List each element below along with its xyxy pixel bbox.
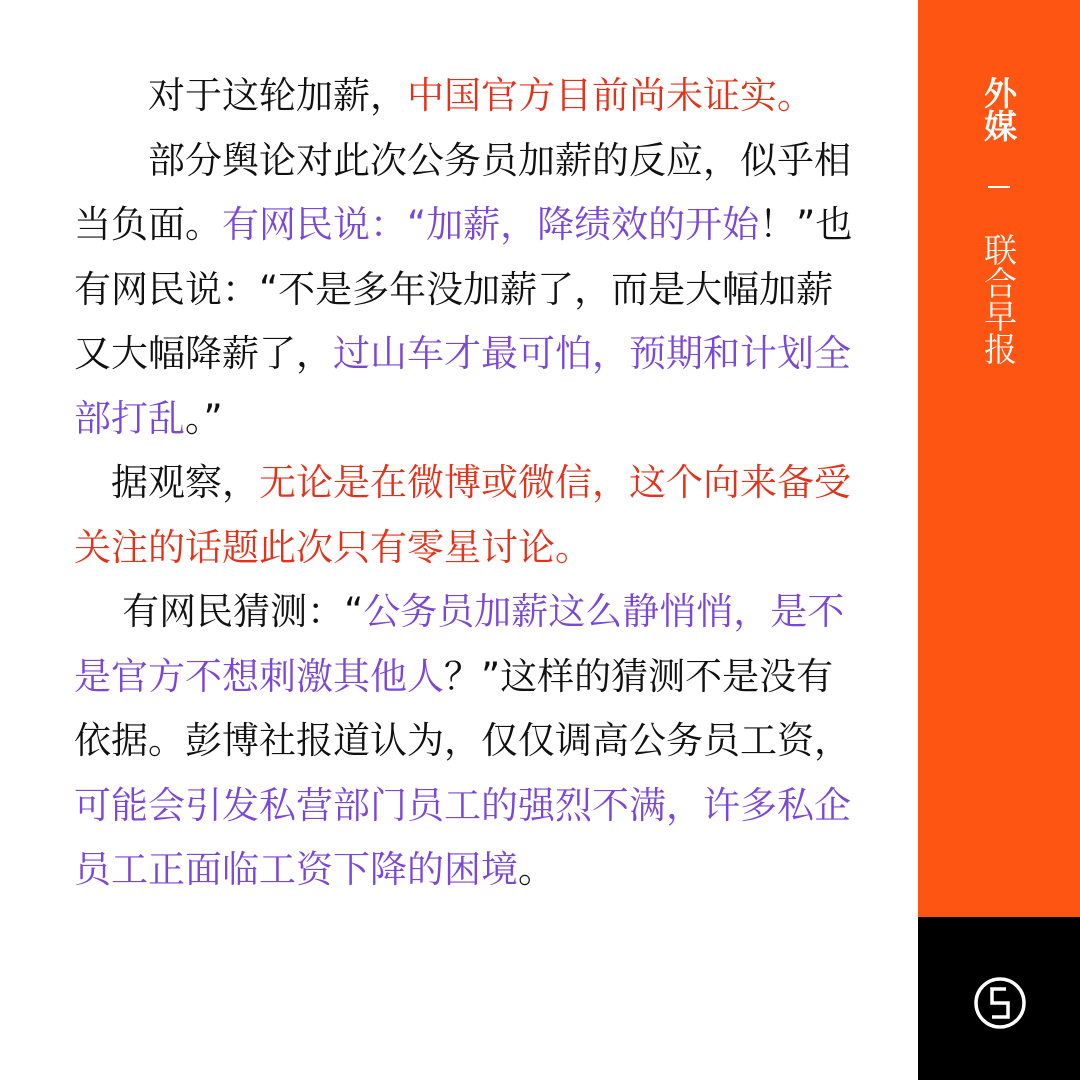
highlight-purple: 公务员加薪这么静悄悄，是不是官方不想刺激其他人 (74, 590, 845, 698)
text-run: 对于这轮加薪， (148, 74, 407, 117)
category-sidebar (918, 0, 1080, 917)
highlight-red: 中国官方目前尚未证实。 (407, 74, 814, 117)
paragraph-1 (74, 64, 854, 129)
text-run: 。” (185, 396, 223, 440)
text-run: 部分舆论对此次公务员加薪的反应，似乎相当负面。 (74, 138, 851, 246)
text-run: 据观察， (111, 461, 259, 504)
sidebar-divider (988, 186, 1010, 188)
source-label: 联合早报 (979, 233, 1018, 365)
text-run: ？”这样的猜测不是没有依据。彭博社报道认为，仅仅调高公务员工资， (74, 654, 851, 762)
text-run: ！”也有网民说：“不是多年没加薪了，而是大幅加薪又大幅降薪了， (74, 203, 853, 375)
highlight-purple: 过山车才最可怕，预期和计划全部打乱 (74, 332, 851, 440)
zaobao-logo-icon (972, 975, 1028, 1031)
article-body (74, 64, 854, 903)
text-run: 有网民猜测：“ (122, 590, 364, 633)
highlight-purple: 可能会引发私营部门员工的强烈不满，许多私企员工正面临工资下降的困境 (74, 783, 851, 891)
text-run: 。 (518, 848, 555, 891)
paragraph-3 (74, 451, 854, 580)
category-label: 外媒 (979, 76, 1018, 142)
footer-block (918, 917, 1080, 1080)
paragraph-4 (74, 580, 854, 903)
highlight-red: 无论是在微博或微信，这个向来备受关注的话题此次只有零星讨论。 (74, 461, 851, 569)
paragraph-2 (74, 129, 854, 452)
highlight-purple: 有网民说：“加薪，降绩效的开始 (222, 203, 760, 246)
